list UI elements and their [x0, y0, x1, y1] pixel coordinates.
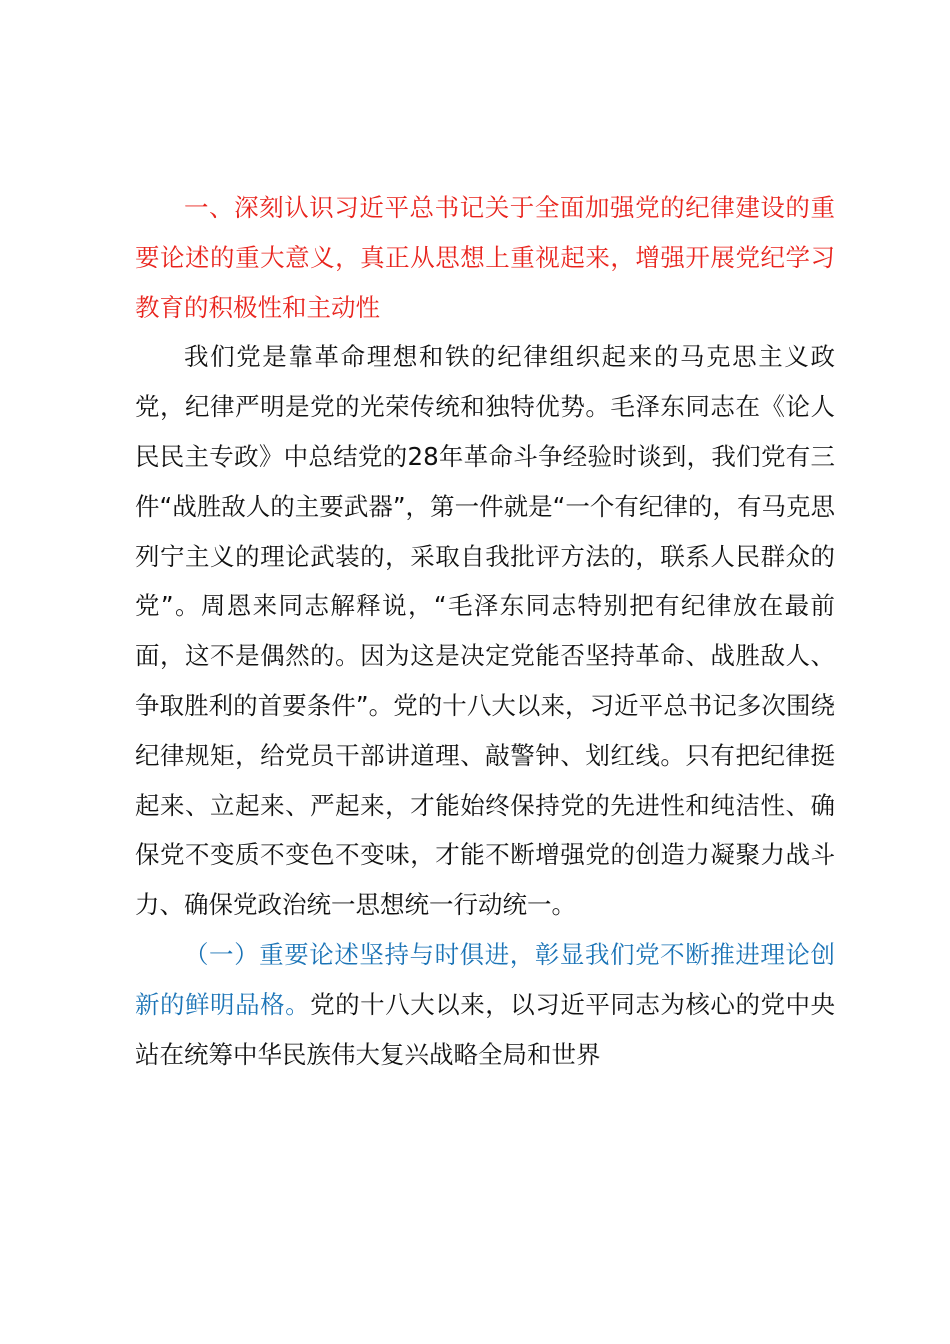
subheading: （一）重要论述坚持与时俱进，彰显我们党不断推进理论创新的鲜明品格。: [135, 939, 835, 1019]
body-text: 党的十八大以来，以习近平同志为核心的党中央站在统筹中华民族伟大复兴战略全局和世界: [135, 989, 836, 1069]
document-body: [135, 183, 835, 1079]
section-heading: 一、深刻认识习近平总书记关于全面加强党的纪律建设的重要论述的重大意义，真正从思想上重视起来，增强开展党纪学习教育的积极性和主动性: [135, 193, 835, 322]
body-paragraph-with-subheading: [135, 930, 835, 1079]
body-paragraph: 我们党是靠革命理想和铁的纪律组织起来的马克思主义政党，纪律严明是党的光荣传统和独特优势。毛泽东同志在《论人民民主专政》中总结党的28年革命斗争经验时谈到，我们党有三件“战胜敌人的主要武器”，第一件就是“一个有纪律的，有马克思列宁主义的理论武装的，采取自我批评方法的，联系人民群众的党”。周恩来同志解释说，“毛泽东同志特别把有纪律放在最前面，这不是偶然的。因为这是决定党能否坚持革命、战胜敌人、争取胜利的首要条件”。党的十八大以来，习近平总书记多次围绕纪律规矩，给党员干部讲道理、敲警钟、划红线。只有把纪律挺起来、立起来、严起来，才能始终保持党的先进性和纯洁性、确保党不变质不变色不变味，才能不断增强党的创造力凝聚力战斗力、确保党政治统一思想统一行动统一。: [135, 342, 835, 920]
